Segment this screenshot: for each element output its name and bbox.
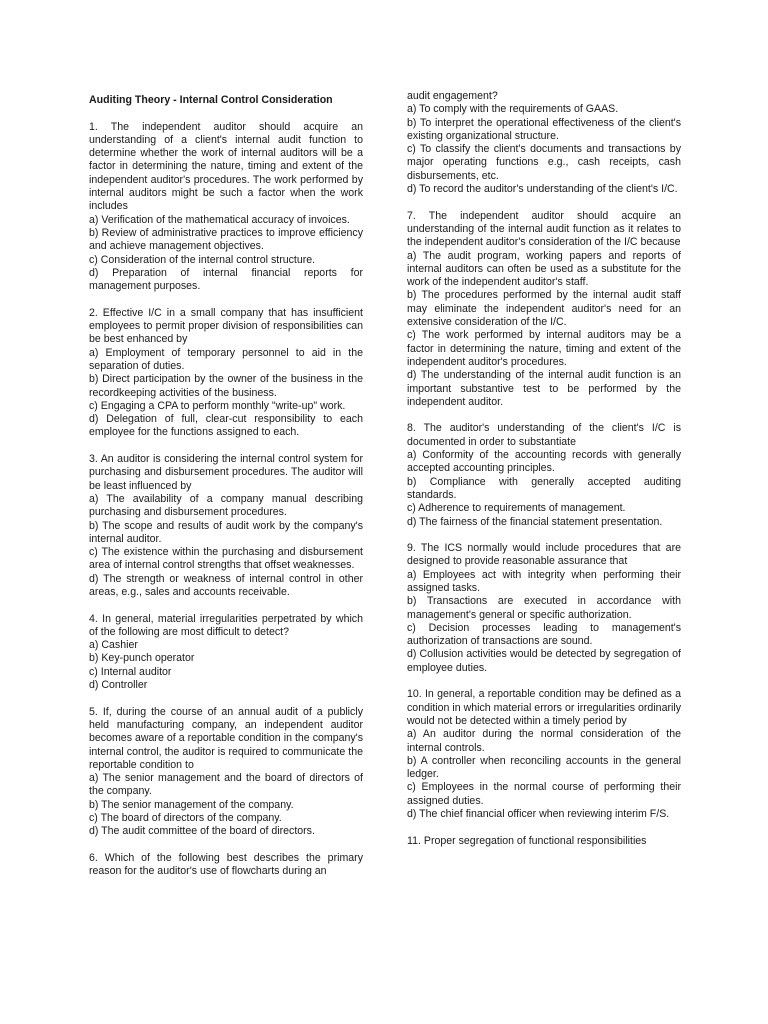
question-stem: 11. Proper segregation of functional responsibilities — [407, 834, 647, 847]
option-a: a) To comply with the requirements of GAAS. — [407, 103, 619, 116]
question-6 — [89, 852, 363, 879]
option-a: a) Cashier — [89, 639, 138, 652]
option-c: c) Decision processes leading to management's authorization of transactions are sound. — [407, 621, 681, 648]
option-a: a) The availability of a company manual describing purchasing and disbursement procedures. — [89, 492, 363, 519]
question-6-continued — [407, 90, 681, 196]
question-stem: 4. In general, material irregularities perpetrated by which of the following are most difficult to detect? — [89, 612, 363, 638]
option-c: c) Employees in the normal course of performing their assigned duties. — [407, 781, 681, 807]
question-11 — [407, 835, 681, 848]
question-stem: 7. The independent auditor should acquire an understanding of the internal audit function as it relates to the independent auditor's consideration of the I/C because — [407, 209, 681, 249]
option-b: b) The procedures performed by the internal audit staff may eliminate the independent auditor's need for an extensive consideration of the I/C. — [407, 289, 681, 329]
option-c: c) Internal auditor — [89, 665, 172, 678]
option-a: a) Employees act with integrity when performing their assigned tasks. — [407, 568, 681, 594]
option-c: c) Adherence to requirements of management. — [407, 502, 626, 515]
option-c: c) To classify the client's documents and transactions by major operating functions e.g., cash receipts, cash disbursements, etc. — [407, 143, 681, 182]
question-2 — [89, 307, 363, 440]
question-stem: 8. The auditor's understanding of the client's I/C is documented in order to substantiate — [407, 422, 681, 448]
question-stem: audit engagement? — [407, 90, 498, 102]
option-a: a) Conformity of the accounting records with generally accepted accounting principles. — [407, 449, 681, 475]
question-4 — [89, 613, 363, 693]
option-d: d) Controller — [89, 679, 148, 692]
option-b: b) Review of administrative practices to improve efficiency and achieve management objectives. — [89, 226, 363, 253]
option-a: a) Employment of temporary personnel to aid in the separation of duties. — [89, 346, 363, 372]
option-d: d) The fairness of the financial statement presentation. — [407, 515, 663, 528]
question-stem: 10. In general, a reportable condition may be defined as a condition in which material errors or irregularities ordinarily would not be detected within a timely period by — [407, 688, 681, 727]
question-3 — [89, 453, 363, 599]
option-d: d) Delegation of full, clear-cut responsibility to each employee for the functions assigned to each. — [89, 413, 363, 439]
question-stem: 3. An auditor is considering the internal control system for purchasing and disbursement procedures. The auditor will be least influenced by — [89, 453, 363, 492]
option-b: b) To interpret the operational effectiveness of the client's existing organizational structure. — [407, 116, 681, 142]
option-b: b) The scope and results of audit work by the company's internal auditor. — [89, 519, 363, 545]
option-d: d) The strength or weakness of internal control in other areas, e.g., sales and accounts receivable. — [89, 572, 363, 598]
option-a: a) An auditor during the normal consideration of the internal controls. — [407, 728, 681, 754]
option-a: a) The audit program, working papers and reports of internal auditors can often be used as a substitute for the work of the independent auditor's staff. — [407, 249, 681, 289]
option-b: b) A controller when reconciling accounts in the general ledger. — [407, 754, 681, 781]
question-1 — [89, 121, 363, 294]
option-b: b) Compliance with generally accepted auditing standards. — [407, 475, 681, 501]
question-stem: 6. Which of the following best describes the primary reason for the auditor's use of flowcharts during an — [89, 851, 363, 878]
option-a: a) Verification of the mathematical accuracy of invoices. — [89, 213, 350, 226]
option-d: d) To record the auditor's understanding of the client's I/C. — [407, 183, 678, 196]
option-d: d) Preparation of internal financial reports for management purposes. — [89, 266, 363, 293]
option-c: c) Consideration of the internal control structure. — [89, 253, 316, 266]
option-b: b) Transactions are executed in accordance with management's general or specific authorization. — [407, 595, 681, 621]
question-stem: 9. The ICS normally would include procedures that are designed to provide reasonable assurance that — [407, 542, 681, 568]
option-b: b) The senior management of the company. — [89, 798, 294, 811]
option-b: b) Direct participation by the owner of the business in the recordkeeping activities of the business. — [89, 373, 363, 399]
right-column — [407, 90, 681, 861]
question-5 — [89, 706, 363, 839]
option-b: b) Key-punch operator — [89, 652, 195, 665]
question-10 — [407, 688, 681, 821]
question-8 — [407, 422, 681, 528]
option-c: c) The work performed by internal auditors may be a factor in determining the nature, timing and extent of the independent auditor's procedures. — [407, 329, 681, 368]
option-c: c) Engaging a CPA to perform monthly "write-up" work. — [89, 399, 346, 412]
left-column — [89, 94, 363, 892]
option-d: d) The audit committee of the board of directors. — [89, 825, 315, 838]
option-c: c) The existence within the purchasing and disbursement area of internal control strengths that offset weaknesses. — [89, 546, 363, 572]
question-stem: 1. The independent auditor should acquire an understanding of a client's internal audit function to determine whether the work of internal auditors will be a factor in determining the nature, timing and extent of the independent auditor's procedures. The work performed by internal auditors might be such a factor when the work includes — [89, 120, 363, 213]
document-title: Auditing Theory - Internal Control Consideration — [89, 94, 333, 106]
question-stem: 2. Effective I/C in a small company that has insufficient employees to permit proper division of responsibilities can be best enhanced by — [89, 306, 363, 346]
question-9 — [407, 542, 681, 675]
option-d: d) The understanding of the internal audit function is an important substantive test to be performed by the independent auditor. — [407, 369, 681, 408]
question-7 — [407, 210, 681, 409]
option-a: a) The senior management and the board of directors of the company. — [89, 772, 363, 798]
option-c: c) The board of directors of the company. — [89, 812, 282, 825]
option-d: d) Collusion activities would be detected by segregation of employee duties. — [407, 648, 681, 674]
option-d: d) The chief financial officer when reviewing interim F/S. — [407, 808, 670, 821]
question-stem: 5. If, during the course of an annual audit of a publicly held manufacturing company, an independent auditor becomes aware of a reportable condition in the company's internal control, the auditor is required to communicate the reportable condition to — [89, 705, 363, 771]
